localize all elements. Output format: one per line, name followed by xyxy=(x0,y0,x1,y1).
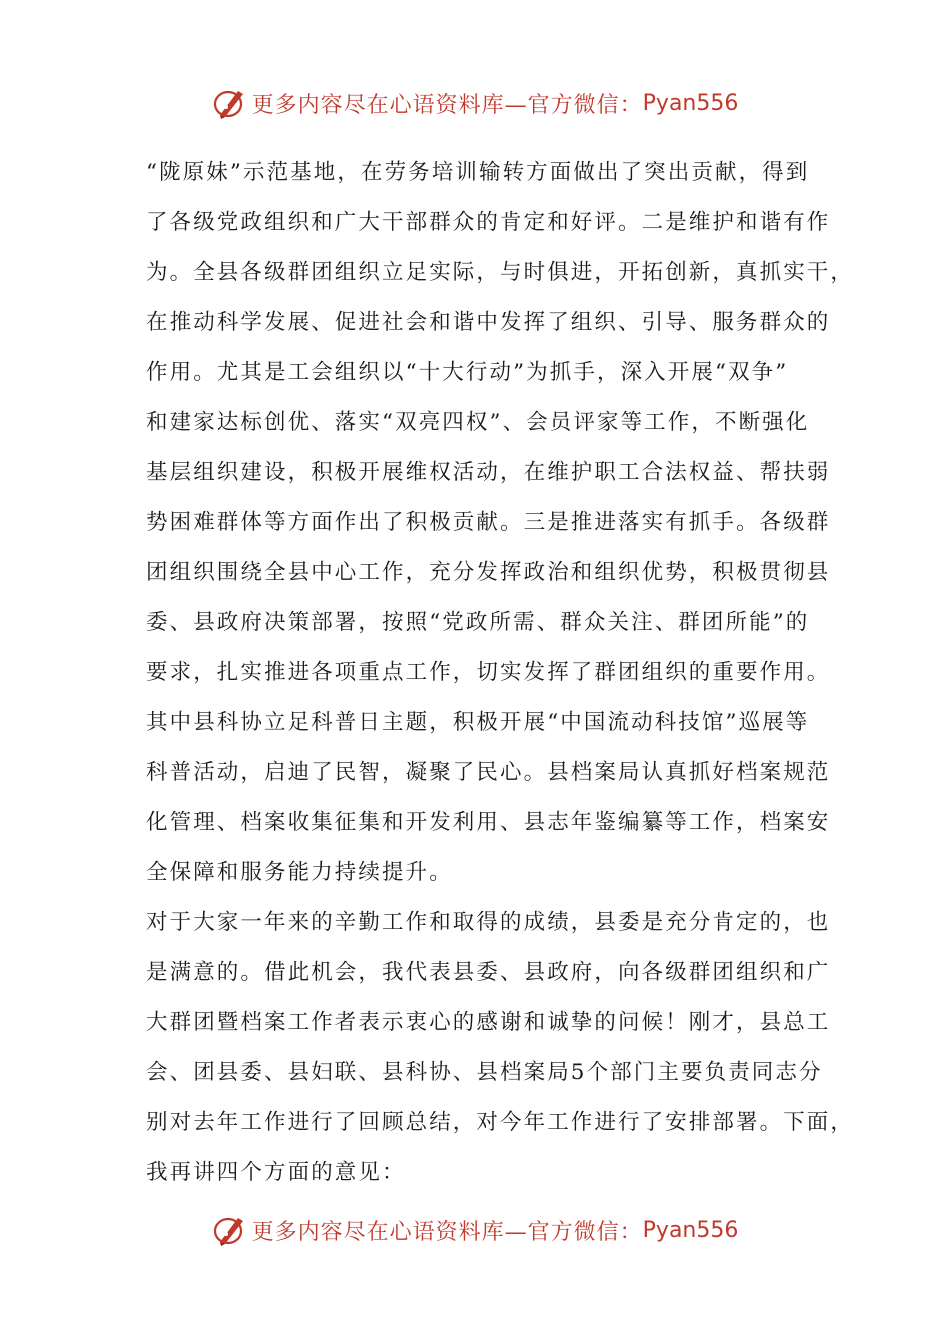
wechat-id: Pyan556 xyxy=(642,1217,739,1243)
wechat-id: Pyan556 xyxy=(642,90,739,116)
text-line: 化管理、档案收集征集和开发利用、县志年鉴编纂等工作，档案安 xyxy=(146,810,831,835)
text-line: 对于大家一年来的辛勤工作和取得的成绩，县委是充分肯定的，也 xyxy=(146,910,831,935)
text-line: 是满意的。借此机会，我代表县委、县政府，向各级群团组织和广 xyxy=(146,960,831,985)
text-line: 势困难群体等方面作出了积极贡献。三是推进落实有抓手。各级群 xyxy=(146,510,831,535)
text-line: 基层组织建设，积极开展维权活动，在维护职工合法权益、帮扶弱 xyxy=(146,460,831,485)
text-line: 大群团暨档案工作者表示衷心的感谢和诚挚的问候！刚才，县总工 xyxy=(146,1010,831,1035)
pen-logo-icon xyxy=(212,85,248,121)
text-line: 全保障和服务能力持续提升。 xyxy=(146,860,453,885)
text-line: 我再讲四个方面的意见： xyxy=(146,1160,406,1185)
document-body xyxy=(146,148,855,1198)
text-line: 团组织围绕全县中心工作，充分发挥政治和组织优势，积极贯彻县 xyxy=(146,560,831,585)
text-line: 作用。尤其是工会组织以“十大行动”为抓手，深入开展“双争” xyxy=(146,360,789,385)
banner-text: 更多内容尽在心语资料库—官方微信： xyxy=(251,92,643,118)
pen-logo-icon xyxy=(212,1212,248,1248)
text-line: 在推动科学发展、促进社会和谐中发挥了组织、引导、服务群众的 xyxy=(146,310,831,335)
banner-text: 更多内容尽在心语资料库—官方微信： xyxy=(251,1219,643,1245)
text-line: 科普活动，启迪了民智，凝聚了民心。县档案局认真抓好档案规范 xyxy=(146,760,831,785)
footer-banner xyxy=(0,1210,950,1250)
text-line: 委、县政府决策部署，按照“党政所需、群众关注、群团所能”的 xyxy=(146,610,810,635)
text-line: 其中县科协立足科普日主题，积极开展“中国流动科技馆”巡展等 xyxy=(146,710,810,735)
text-line: 为。全县各级群团组织立足实际，与时俱进，开拓创新，真抓实干， xyxy=(146,260,855,285)
text-line: 会、团县委、县妇联、县科协、县档案局5个部门主要负责同志分 xyxy=(146,1060,823,1085)
header-banner xyxy=(0,83,950,123)
text-line: “陇原妹”示范基地，在劳务培训输转方面做出了突出贡献，得到 xyxy=(146,160,810,185)
text-line: 和建家达标创优、落实“双亮四权”、会员评家等工作，不断强化 xyxy=(146,410,810,435)
text-line: 别对去年工作进行了回顾总结，对今年工作进行了安排部署。下面， xyxy=(146,1110,855,1135)
text-line: 要求，扎实推进各项重点工作，切实发挥了群团组织的重要作用。 xyxy=(146,660,831,685)
text-line: 了各级党政组织和广大干部群众的肯定和好评。二是维护和谐有作 xyxy=(146,210,831,235)
